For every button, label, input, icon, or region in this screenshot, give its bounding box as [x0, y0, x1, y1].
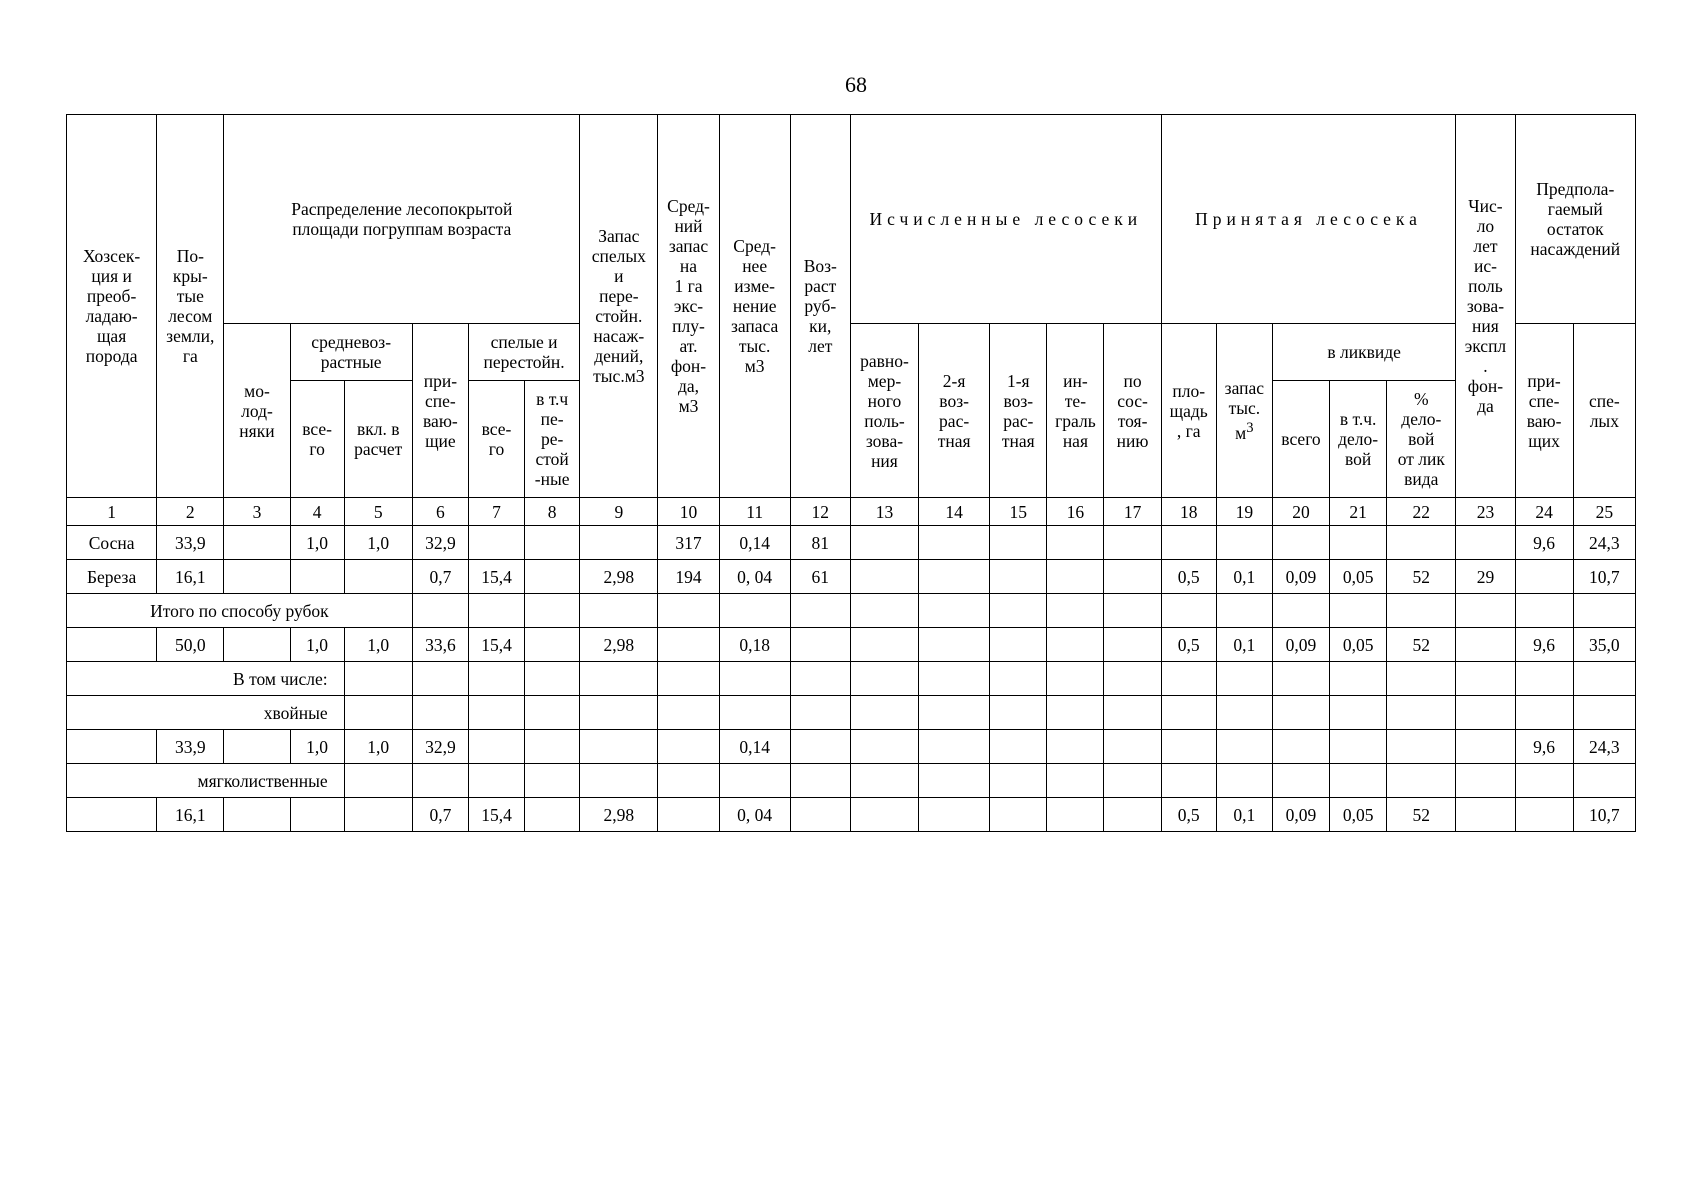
- table-cell: [580, 730, 658, 764]
- table-cell: [580, 662, 658, 696]
- table-cell: [919, 628, 990, 662]
- table-cell: [1515, 764, 1573, 798]
- header-stock-change: Сред- нее изме- нение запаса тыс. м3: [719, 115, 790, 498]
- header-age-distribution: Распределение лесопокрытой площади погруппам возраста: [224, 115, 580, 324]
- table-cell: [790, 764, 850, 798]
- header-liquid-business: в т.ч. дело- вой: [1330, 381, 1387, 498]
- table-cell: [990, 526, 1047, 560]
- column-number: 13: [850, 498, 918, 526]
- table-cell: [990, 560, 1047, 594]
- table-cell: [1456, 798, 1515, 832]
- table-cell: 0,09: [1272, 560, 1329, 594]
- table-cell: [1104, 662, 1161, 696]
- table-cell: [1161, 662, 1216, 696]
- table-cell: [658, 730, 719, 764]
- table-cell: [1515, 798, 1573, 832]
- table-cell: 0,1: [1216, 628, 1272, 662]
- table-cell: 10,7: [1573, 560, 1635, 594]
- table-cell: 24,3: [1573, 526, 1635, 560]
- table-cell: 0,7: [412, 798, 468, 832]
- table-cell: [1387, 696, 1456, 730]
- table-cell: [1272, 594, 1329, 628]
- table-cell: [1330, 662, 1387, 696]
- table-cell: [919, 696, 990, 730]
- header-expected-remainder: Предпола- гаемый остаток насаждений: [1515, 115, 1635, 324]
- table-cell: [990, 662, 1047, 696]
- table-cell: [1515, 560, 1573, 594]
- table-row: [67, 696, 1636, 730]
- table-cell: [1387, 730, 1456, 764]
- column-number: 15: [990, 498, 1047, 526]
- table-cell: [224, 730, 290, 764]
- table-cell: [990, 764, 1047, 798]
- table-cell: [658, 594, 719, 628]
- table-cell: [1515, 662, 1573, 696]
- table-cell: 317: [658, 526, 719, 560]
- table-cell: [525, 628, 580, 662]
- table-cell: 9,6: [1515, 526, 1573, 560]
- table-cell: [919, 764, 990, 798]
- table-cell: 33,9: [157, 730, 224, 764]
- header-liquid-total: всего: [1272, 381, 1329, 498]
- header-years-of-use: Чис- ло лет ис- поль зова- ния экспл . фон- да: [1456, 115, 1515, 498]
- table-cell: [850, 764, 918, 798]
- table-cell: Сосна: [67, 526, 157, 560]
- header-maturing: при- спе- ваю- щие: [412, 324, 468, 498]
- header-first-age: 1-я воз- рас- тная: [990, 324, 1047, 498]
- column-number: 24: [1515, 498, 1573, 526]
- table-cell: [1272, 764, 1329, 798]
- table-cell: Береза: [67, 560, 157, 594]
- table-cell: [1104, 560, 1161, 594]
- table-cell: [468, 730, 524, 764]
- header-ripe-overripe: спелые и перестойн.: [468, 324, 579, 381]
- table-cell: [658, 662, 719, 696]
- table-cell: [1104, 764, 1161, 798]
- table-cell: [1573, 662, 1635, 696]
- table-cell: 32,9: [412, 730, 468, 764]
- table-cell: 0,05: [1330, 798, 1387, 832]
- header-remain-ripe: спе- лых: [1573, 324, 1635, 498]
- table-cell: [1047, 764, 1104, 798]
- table-cell: 61: [790, 560, 850, 594]
- table-cell: 0,1: [1216, 798, 1272, 832]
- header-stock-m3: запас тыс. $м^3$: [1216, 324, 1272, 498]
- table-row: [67, 628, 1636, 662]
- header-middle-aged: средневоз- растные: [290, 324, 412, 381]
- table-cell: [790, 594, 850, 628]
- row-label: Итого по способу рубок: [67, 594, 413, 628]
- table-cell: 15,4: [468, 798, 524, 832]
- header-integral: ин- те- граль ная: [1047, 324, 1104, 498]
- column-number: 18: [1161, 498, 1216, 526]
- forest-table: [66, 114, 1636, 832]
- table-cell: [1515, 696, 1573, 730]
- table-cell: 16,1: [157, 798, 224, 832]
- table-cell: 29: [1456, 560, 1515, 594]
- table-cell: [850, 730, 918, 764]
- table-cell: [468, 662, 524, 696]
- table-cell: 33,9: [157, 526, 224, 560]
- table-cell: [290, 560, 344, 594]
- table-cell: [990, 628, 1047, 662]
- table-cell: [1330, 696, 1387, 730]
- column-number: 9: [580, 498, 658, 526]
- table-cell: 15,4: [468, 628, 524, 662]
- table-cell: [1104, 526, 1161, 560]
- column-number: 12: [790, 498, 850, 526]
- table-cell: [1047, 628, 1104, 662]
- table-cell: [580, 696, 658, 730]
- table-cell: [1104, 628, 1161, 662]
- header-avg-stock: Сред- ний запас на 1 га экс- плу- ат. фон- да, м3: [658, 115, 719, 498]
- column-number: 21: [1330, 498, 1387, 526]
- table-cell: [790, 696, 850, 730]
- table-cell: [1104, 696, 1161, 730]
- table-cell: [719, 764, 790, 798]
- table-cell: [919, 662, 990, 696]
- table-cell: [1104, 730, 1161, 764]
- page-number: 68: [845, 72, 867, 97]
- table-cell: 1,0: [290, 526, 344, 560]
- table-cell: [412, 594, 468, 628]
- header-in-liquid: в ликвиде: [1272, 324, 1455, 381]
- table-cell: [1387, 526, 1456, 560]
- table-cell: 0,5: [1161, 628, 1216, 662]
- table-cell: [850, 594, 918, 628]
- table-cell: [1456, 696, 1515, 730]
- table-cell: [850, 628, 918, 662]
- table-cell: 24,3: [1573, 730, 1635, 764]
- header-middle-total: все- го: [290, 381, 344, 498]
- table-cell: 32,9: [412, 526, 468, 560]
- table-cell: [1161, 526, 1216, 560]
- table-cell: [1272, 696, 1329, 730]
- table-cell: [919, 798, 990, 832]
- table-cell: 9,6: [1515, 628, 1573, 662]
- table-cell: [1047, 594, 1104, 628]
- table-cell: [412, 764, 468, 798]
- table-cell: [1387, 594, 1456, 628]
- table-cell: [344, 662, 412, 696]
- table-cell: [344, 798, 412, 832]
- header-felling-age: Воз- раст руб- ки, лет: [790, 115, 850, 498]
- table-cell: 1,0: [344, 526, 412, 560]
- table-cell: [468, 594, 524, 628]
- table-cell: 33,6: [412, 628, 468, 662]
- table-cell: [1161, 594, 1216, 628]
- table-cell: [1573, 764, 1635, 798]
- table-cell: [990, 696, 1047, 730]
- header-accepted-cut: Принятая лесосека: [1161, 115, 1456, 324]
- table-cell: [224, 526, 290, 560]
- header-remain-maturing: при- спе- ваю- щих: [1515, 324, 1573, 498]
- table-cell: 0,5: [1161, 560, 1216, 594]
- table-cell: [850, 526, 918, 560]
- table-cell: [1573, 594, 1635, 628]
- column-number: 25: [1573, 498, 1635, 526]
- table-cell: [1161, 764, 1216, 798]
- table-cell: [1047, 560, 1104, 594]
- table-cell: 52: [1387, 798, 1456, 832]
- header-area: пло- щадь , га: [1161, 324, 1216, 498]
- table-cell: [525, 798, 580, 832]
- table-cell: [1216, 696, 1272, 730]
- table-cell: [1104, 594, 1161, 628]
- table-cell: 0, 04: [719, 560, 790, 594]
- table-cell: [1216, 662, 1272, 696]
- column-number: 19: [1216, 498, 1272, 526]
- header-by-condition: по сос- тоя- нию: [1104, 324, 1161, 498]
- table-cell: [719, 594, 790, 628]
- table-cell: [67, 798, 157, 832]
- header-second-age: 2-я воз- рас- тная: [919, 324, 990, 498]
- table-cell: [990, 798, 1047, 832]
- table-cell: 0,05: [1330, 560, 1387, 594]
- table-cell: 2,98: [580, 560, 658, 594]
- table-cell: [919, 526, 990, 560]
- table-cell: [1161, 696, 1216, 730]
- header-uniform-use: равно- мер- ного поль- зова- ния: [850, 324, 918, 498]
- table-cell: [1456, 594, 1515, 628]
- column-number-row: [67, 498, 1636, 526]
- table-cell: [1047, 526, 1104, 560]
- column-number: 4: [290, 498, 344, 526]
- table-cell: [525, 662, 580, 696]
- table-cell: [580, 764, 658, 798]
- table-cell: [1161, 730, 1216, 764]
- column-number: 2: [157, 498, 224, 526]
- column-number: 8: [525, 498, 580, 526]
- table-cell: [990, 730, 1047, 764]
- column-number: 23: [1456, 498, 1515, 526]
- table-row: [67, 730, 1636, 764]
- table-cell: 9,6: [1515, 730, 1573, 764]
- table-cell: [1330, 594, 1387, 628]
- column-number: 7: [468, 498, 524, 526]
- table-cell: [67, 730, 157, 764]
- table-cell: [525, 730, 580, 764]
- table-cell: [1456, 662, 1515, 696]
- table-cell: [344, 764, 412, 798]
- table-cell: 1,0: [344, 730, 412, 764]
- table-cell: [658, 696, 719, 730]
- table-cell: 0,14: [719, 730, 790, 764]
- column-number: 22: [1387, 498, 1456, 526]
- table-cell: [1216, 764, 1272, 798]
- table-cell: 0,7: [412, 560, 468, 594]
- table-cell: 2,98: [580, 628, 658, 662]
- table-cell: [224, 560, 290, 594]
- table-cell: 1,0: [290, 730, 344, 764]
- column-number: 11: [719, 498, 790, 526]
- table-cell: [525, 560, 580, 594]
- column-number: 3: [224, 498, 290, 526]
- column-number: 20: [1272, 498, 1329, 526]
- row-label: хвойные: [67, 696, 345, 730]
- table-cell: 0, 04: [719, 798, 790, 832]
- table-cell: [1216, 730, 1272, 764]
- table-cell: [1387, 764, 1456, 798]
- table-cell: [850, 560, 918, 594]
- column-number: 17: [1104, 498, 1161, 526]
- header-middle-included: вкл. в расчет: [344, 381, 412, 498]
- table-row: [67, 764, 1636, 798]
- table-cell: [580, 526, 658, 560]
- table-cell: [1272, 526, 1329, 560]
- table-cell: 2,98: [580, 798, 658, 832]
- table-cell: 35,0: [1573, 628, 1635, 662]
- table-cell: [790, 662, 850, 696]
- table-cell: 0,09: [1272, 628, 1329, 662]
- column-number: 10: [658, 498, 719, 526]
- header-ripe-total: все- го: [468, 381, 524, 498]
- table-cell: [224, 798, 290, 832]
- table-cell: 0,1: [1216, 560, 1272, 594]
- header-calculated-cuts: Исчисленные лесосеки: [850, 115, 1161, 324]
- table-cell: [580, 594, 658, 628]
- table-cell: [719, 662, 790, 696]
- table-cell: [1047, 696, 1104, 730]
- table-cell: [850, 662, 918, 696]
- table-cell: [790, 798, 850, 832]
- table-cell: [1456, 526, 1515, 560]
- table-cell: [1104, 798, 1161, 832]
- table-cell: 0,05: [1330, 628, 1387, 662]
- table-cell: 52: [1387, 628, 1456, 662]
- header-young: мо- лод- няки: [224, 324, 290, 498]
- table-cell: 1,0: [344, 628, 412, 662]
- column-number: 16: [1047, 498, 1104, 526]
- table-cell: [919, 560, 990, 594]
- table-cell: [658, 628, 719, 662]
- table-cell: 0,18: [719, 628, 790, 662]
- table-cell: [290, 798, 344, 832]
- table-cell: [1216, 526, 1272, 560]
- table-cell: [658, 764, 719, 798]
- table-cell: [1330, 730, 1387, 764]
- table-cell: [67, 628, 157, 662]
- table-cell: [1456, 628, 1515, 662]
- table-cell: [1456, 764, 1515, 798]
- header-overripe: в т.ч пе- ре- стой -ные: [525, 381, 580, 498]
- table-cell: 0,09: [1272, 798, 1329, 832]
- table-cell: 10,7: [1573, 798, 1635, 832]
- table-cell: 194: [658, 560, 719, 594]
- table-cell: [1047, 662, 1104, 696]
- header-species: Хозсек- ция и преоб- ладаю- щая порода: [67, 115, 157, 498]
- table-cell: [1272, 662, 1329, 696]
- table-cell: [1573, 696, 1635, 730]
- table-cell: [790, 628, 850, 662]
- row-label: мягколиственные: [67, 764, 345, 798]
- header-liquid-percent: % дело- вой от лик вида: [1387, 381, 1456, 498]
- table-cell: [1387, 662, 1456, 696]
- table-cell: [468, 696, 524, 730]
- table-cell: [658, 798, 719, 832]
- table-cell: 0,5: [1161, 798, 1216, 832]
- table-row: [67, 526, 1636, 560]
- table-cell: [224, 628, 290, 662]
- table-cell: [919, 730, 990, 764]
- table-cell: 1,0: [290, 628, 344, 662]
- table-cell: [525, 696, 580, 730]
- table-row: [67, 560, 1636, 594]
- column-number: 6: [412, 498, 468, 526]
- table-cell: [790, 730, 850, 764]
- table-cell: [468, 764, 524, 798]
- table-cell: [1272, 730, 1329, 764]
- table-cell: [990, 594, 1047, 628]
- column-number: 14: [919, 498, 990, 526]
- table-cell: [850, 798, 918, 832]
- table-cell: 15,4: [468, 560, 524, 594]
- table-cell: [919, 594, 990, 628]
- table-cell: [412, 662, 468, 696]
- table-cell: 52: [1387, 560, 1456, 594]
- table-row: [67, 798, 1636, 832]
- header-ripe-stock: Запас спелых и пере- стойн. насаж- дений, тыс.м3: [580, 115, 658, 498]
- table-cell: [525, 594, 580, 628]
- table-cell: [1216, 594, 1272, 628]
- table-cell: [525, 764, 580, 798]
- table-row: [67, 662, 1636, 696]
- table-cell: [1047, 798, 1104, 832]
- table-cell: 16,1: [157, 560, 224, 594]
- table-cell: [344, 696, 412, 730]
- table-cell: [850, 696, 918, 730]
- table-cell: [525, 526, 580, 560]
- table-cell: 0,14: [719, 526, 790, 560]
- table-cell: [344, 560, 412, 594]
- table-cell: [1515, 594, 1573, 628]
- table-cell: [1456, 730, 1515, 764]
- column-number: 5: [344, 498, 412, 526]
- table-cell: [1330, 764, 1387, 798]
- table-cell: 81: [790, 526, 850, 560]
- row-label: В том числе:: [67, 662, 345, 696]
- table-cell: [1047, 730, 1104, 764]
- column-number: 1: [67, 498, 157, 526]
- table-row: [67, 594, 1636, 628]
- header-forest-area: По- кры- тые лесом земли, га: [157, 115, 224, 498]
- table-cell: [412, 696, 468, 730]
- table-cell: [719, 696, 790, 730]
- table-cell: 50,0: [157, 628, 224, 662]
- table-cell: [1330, 526, 1387, 560]
- table-cell: [468, 526, 524, 560]
